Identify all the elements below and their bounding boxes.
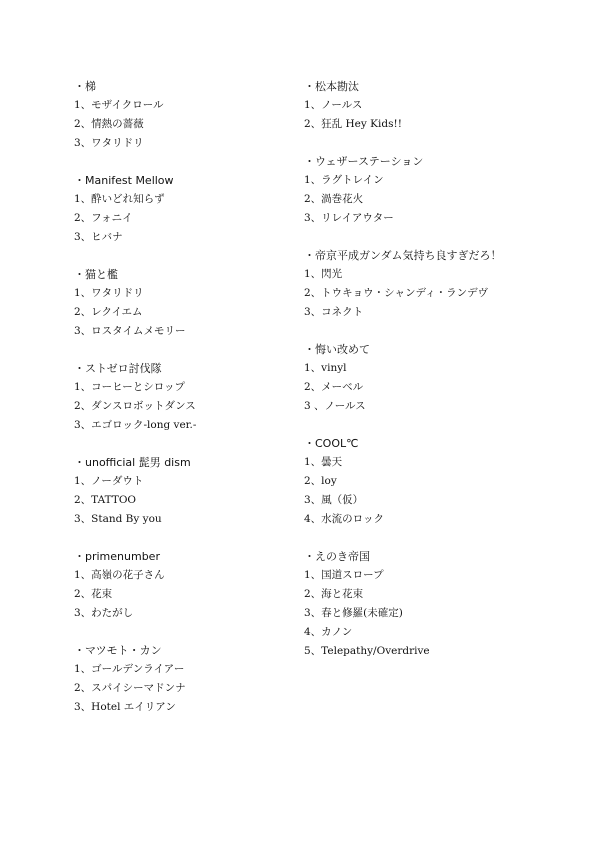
song-item: 3、風（仮） [304, 494, 364, 506]
band-section [74, 171, 294, 247]
song-item: 2、メーベル [304, 381, 364, 393]
band-title: ・Manifest Mellow [74, 174, 174, 187]
band-title: ・梯 [74, 80, 96, 93]
band-title: ・マツモト・カン [74, 644, 162, 657]
right-column [304, 77, 544, 661]
left-column [74, 77, 294, 717]
band-section [304, 77, 544, 134]
song-item: 3、Hotel エイリアン [74, 701, 176, 713]
song-item: 1、コーヒーとシロップ [74, 381, 186, 393]
song-item: 1、ラグトレイン [304, 174, 384, 186]
song-item: 2、スパイシーマドンナ [74, 682, 186, 694]
song-item: 2、loy [304, 475, 337, 487]
band-section [74, 77, 294, 153]
band-section [304, 340, 544, 416]
song-item: 2、海と花束 [304, 588, 364, 600]
band-title: ・松本勘汰 [304, 80, 359, 93]
band-title: ・ウェザーステーション [304, 155, 424, 168]
song-item: 2、TATTOO [74, 494, 137, 506]
band-title: ・悔い改めて [304, 343, 370, 356]
band-title: ・ストゼロ討伐隊 [74, 362, 162, 375]
song-item: 1、曇天 [304, 456, 343, 468]
song-item: 4、カノン [304, 626, 353, 638]
song-item: 1、酔いどれ知らず [74, 193, 165, 205]
song-item: 3、ロスタイムメモリー [74, 325, 186, 337]
song-item: 3、ヒバナ [74, 231, 123, 243]
band-title: ・primenumber [74, 550, 160, 563]
band-title: ・COOL℃ [304, 437, 359, 450]
song-item: 2、フォニイ [74, 212, 133, 224]
song-item: 3、わたがし [74, 607, 134, 619]
band-section [74, 359, 294, 435]
band-section [74, 265, 294, 341]
song-item: 1、ノールス [304, 99, 363, 111]
song-item: 2、花束 [74, 588, 113, 600]
song-item: 1、閃光 [304, 268, 343, 280]
song-item: 3、春と修羅(未確定) [304, 607, 403, 619]
song-item: 1、高嶺の花子さん [74, 569, 165, 581]
band-section [74, 641, 294, 717]
song-item: 4、水流のロック [304, 513, 384, 525]
song-item: 2、ダンスロボットダンス [74, 400, 196, 412]
song-item: 3、コネクト [304, 306, 364, 318]
band-section [74, 547, 294, 623]
song-item: 1、国道スロープ [304, 569, 384, 581]
song-item: 3、エゴロック-long ver.- [74, 419, 197, 431]
song-item: 2、レクイエム [74, 306, 143, 318]
song-item: 2、渦巻花火 [304, 193, 364, 205]
song-item: 1、vinyl [304, 362, 347, 374]
band-section [304, 246, 544, 322]
band-section [74, 453, 294, 529]
song-item: 3、Stand By you [74, 513, 162, 525]
band-title: ・unofficial 髭男 dism [74, 456, 191, 469]
song-item: 3 、ノールス [304, 400, 366, 412]
band-section [304, 547, 544, 661]
band-section [304, 434, 544, 529]
song-item: 2、情熱の薔薇 [74, 118, 144, 130]
band-section [304, 152, 544, 228]
song-item: 1、ゴールデンライアー [74, 663, 185, 675]
song-item: 1、ワタリドリ [74, 287, 144, 299]
song-item: 1、ノーダウト [74, 475, 144, 487]
song-item: 3、ワタリドリ [74, 137, 144, 149]
song-item: 3、リレイアウター [304, 212, 394, 224]
song-item: 2、トウキョウ・シャンディ・ランデヴ [304, 287, 489, 299]
band-title: ・帝京平成ガンダム気持ち良すぎだろ！ [304, 249, 502, 262]
song-item: 1、モザイクロール [74, 99, 164, 111]
song-item: 5、Telepathy/Overdrive [304, 645, 430, 657]
band-title: ・えのき帝国 [304, 550, 370, 563]
song-item: 2、狂乱 Hey Kids!! [304, 118, 402, 130]
band-title: ・猫と檻 [74, 268, 118, 281]
